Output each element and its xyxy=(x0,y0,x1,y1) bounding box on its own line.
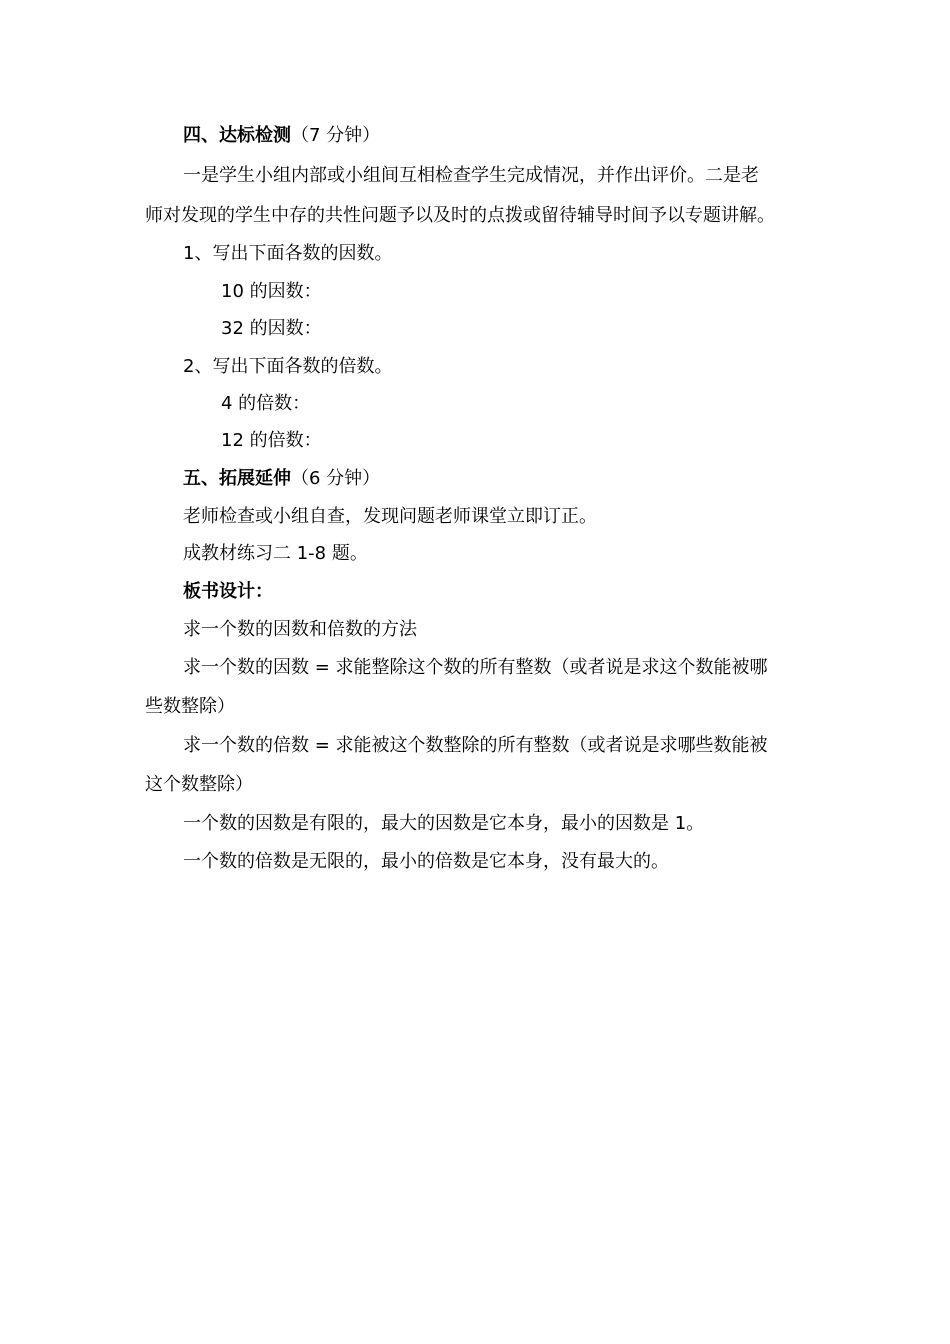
question1-title: 1、写出下面各数的因数。 xyxy=(183,243,393,264)
section5-line1: 老师检查或小组自查，发现问题老师课堂立即订正。 xyxy=(183,506,597,527)
question2-item-4: 4 的倍数： xyxy=(221,393,311,414)
section4-heading: 四、达标检测 xyxy=(183,125,291,146)
board-title: 求一个数的因数和倍数的方法 xyxy=(183,619,417,640)
board-factor-line1: 求一个数的因数 = 求能整除这个数的所有整数（或者说是求这个数能被哪 xyxy=(183,657,768,678)
section4-paragraph-line1: 一是学生小组内部或小组间互相检查学生完成情况，并作出评价。二是老 xyxy=(183,165,759,186)
question1-item-32: 32 的因数： xyxy=(221,318,322,339)
section4-paragraph-line2: 师对发现的学生中存的共性问题予以及时的点拨或留待辅导时间予以专题讲解。 xyxy=(145,205,775,226)
section5-heading: 五、拓展延伸 xyxy=(183,468,291,489)
board-factor-note: 一个数的因数是有限的，最大的因数是它本身，最小的因数是 1。 xyxy=(183,813,705,834)
section4-heading-line xyxy=(183,124,380,148)
section4-time: （7 分钟） xyxy=(291,125,381,146)
question1-item-10: 10 的因数： xyxy=(221,281,322,302)
board-factor-line2: 些数整除） xyxy=(145,696,235,717)
section5-heading-line xyxy=(183,467,380,491)
board-multiple-note: 一个数的倍数是无限的，最小的倍数是它本身，没有最大的。 xyxy=(183,851,669,872)
board-multiple-line1: 求一个数的倍数 = 求能被这个数整除的所有整数（或者说是求哪些数能被 xyxy=(183,735,768,756)
board-multiple-line2: 这个数整除） xyxy=(145,774,253,795)
section5-time: （6 分钟） xyxy=(291,468,381,489)
question2-title: 2、写出下面各数的倍数。 xyxy=(183,356,393,377)
board-heading: 板书设计： xyxy=(183,581,273,602)
question2-item-12: 12 的倍数： xyxy=(221,430,322,451)
section5-line2: 成教材练习二 1-8 题。 xyxy=(183,543,368,564)
